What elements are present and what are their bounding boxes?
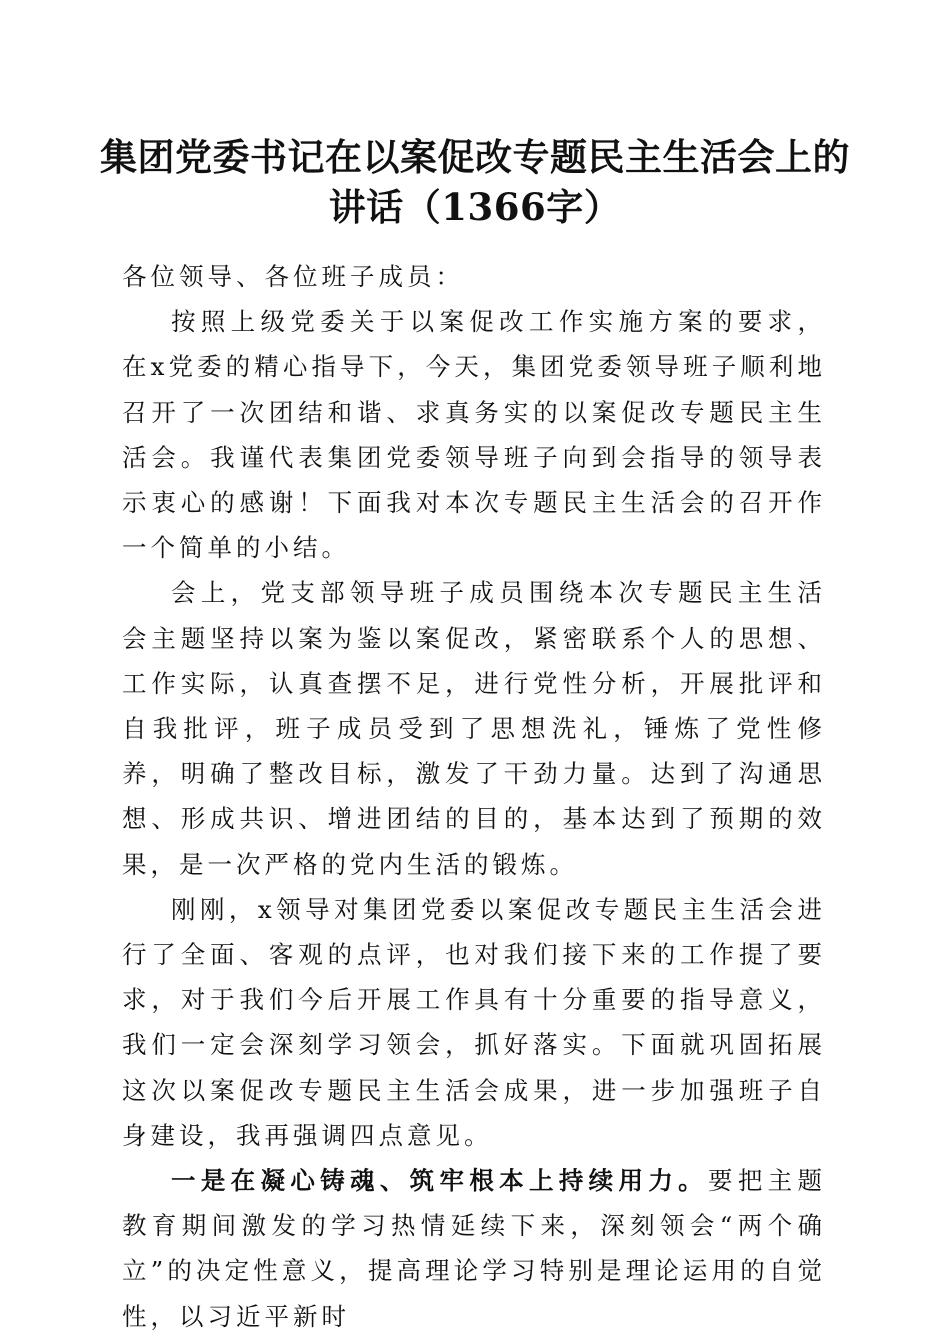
paragraph-2: 会上，党支部领导班子成员围绕本次专题民主生活会主题坚持以案为鉴以案促改，紧密联系个人的思想、工作实际，认真查摆不足，进行党性分析，开展批评和自我批评，班子成员受到了思想洗礼，锤炼了党性修养，明确了整改目标，激发了干劲力量。达到了沟通思想、形成共识、增进团结的目的，基本达到了预期的效果，是一次严格的党内生活的锻炼。 <box>122 578 826 879</box>
point-1-lead: 一是在凝心铸魂、筑牢根本上持续用力。 <box>171 1166 708 1196</box>
paragraph-1: 按照上级党委关于以案促改工作实施方案的要求，在x党委的精心指导下，今天，集团党委领导班子顺利地召开了一次团结和谐、求真务实的以案促改专题民主生活会。我谨代表集团党委领导班子向到会指导的领导表示衷心的感谢！下面我对本次专题民主生活会的召开作一个简单的小结。 <box>122 307 826 563</box>
document-body <box>122 254 826 1339</box>
title-line-2: 讲话（1366字） <box>328 185 622 229</box>
paragraph-3: 刚刚，x领导对集团党委以案促改专题民主生活会进行了全面、客观的点评，也对我们接下来的工作提了要求，对于我们今后开展工作具有十分重要的指导意义，我们一定会深刻学习领会，抓好落实。下面就巩固拓展这次以案促改专题民主生活会成果，进一步加强班子自身建设，我再强调四点意见。 <box>122 894 826 1150</box>
point-1-text: 要把主题教育期间激发的学习热情延续下来，深刻领会“两个确立”的决定性意义，提高理论学习特别是理论运用的自觉性，以习近平新时 <box>122 1166 826 1331</box>
document-title <box>100 132 850 232</box>
salutation: 各位领导、各位班子成员： <box>122 262 464 291</box>
title-line-1: 集团党委书记在以案促改专题民主生活会上的 <box>100 135 850 179</box>
paragraph-4 <box>122 1158 826 1339</box>
